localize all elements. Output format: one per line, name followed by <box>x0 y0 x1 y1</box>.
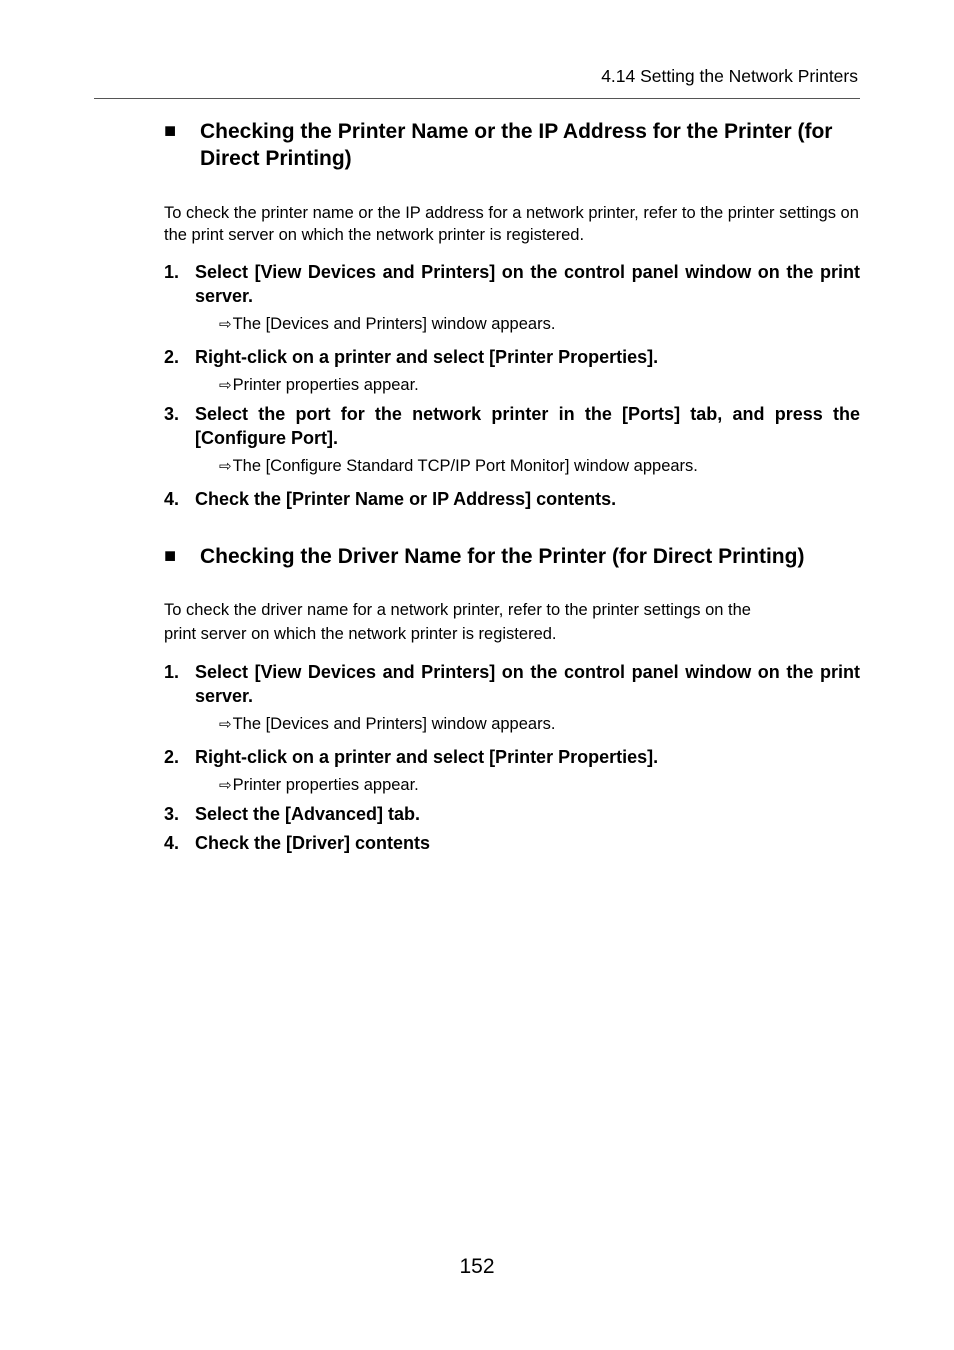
step-item <box>164 745 860 797</box>
step-item <box>164 660 860 736</box>
step-list <box>164 260 860 511</box>
step-item <box>164 260 860 336</box>
result-arrow-icon: ⇨ <box>219 377 232 394</box>
step-item <box>164 831 860 855</box>
result-arrow-icon: ⇨ <box>219 777 232 794</box>
result-arrow-icon: ⇨ <box>219 716 232 733</box>
step-number: 3. <box>164 404 180 424</box>
step-result-text: Printer properties appear. <box>232 376 419 394</box>
step-text: Right-click on a printer and select [Printer Properties]. <box>195 747 659 767</box>
section-heading-text: Checking the Printer Name or the IP Address for the Printer (for Direct Printing) <box>200 120 833 170</box>
square-bullet-icon: ■ <box>164 545 177 567</box>
step-result-text: The [Devices and Printers] window appears. <box>232 315 556 333</box>
step-number: 3. <box>164 804 180 824</box>
section-heading <box>164 118 860 172</box>
section-driver-name <box>164 543 860 855</box>
step-item <box>164 802 860 826</box>
step-number: 4. <box>164 833 180 853</box>
step-text: Check the [Driver] contents <box>195 833 431 853</box>
page-number: 152 <box>459 1255 495 1278</box>
step-text: Select [View Devices and Printers] on the control panel window on the print server. <box>195 662 860 706</box>
step-result-text: The [Devices and Printers] window appears. <box>232 715 556 733</box>
step-result-text: Printer properties appear. <box>232 776 419 794</box>
step-text: Select the port for the network printer in the [Ports] tab, and press the [Configure Port]. <box>195 404 860 448</box>
section-printer-name-ip <box>164 118 860 511</box>
step-result <box>219 713 860 736</box>
result-arrow-icon: ⇨ <box>219 316 232 333</box>
step-text: Select the [Advanced] tab. <box>195 804 421 824</box>
step-item <box>164 345 860 397</box>
section-intro-line: To check the driver name for a network printer, refer to the printer settings on the <box>164 601 751 619</box>
step-result <box>219 455 860 478</box>
section-heading <box>164 543 860 570</box>
section-heading-text: Checking the Driver Name for the Printer (for Direct Printing) <box>200 545 805 568</box>
step-item <box>164 402 860 478</box>
step-text: Right-click on a printer and select [Printer Properties]. <box>195 347 659 367</box>
step-number: 2. <box>164 347 180 367</box>
step-result <box>219 774 860 797</box>
step-number: 1. <box>164 262 180 282</box>
step-list <box>164 660 860 855</box>
step-item <box>164 487 860 511</box>
step-text: Select [View Devices and Printers] on the control panel window on the print server. <box>195 262 860 306</box>
step-result <box>219 313 860 336</box>
result-arrow-icon: ⇨ <box>219 458 232 475</box>
step-number: 2. <box>164 747 180 767</box>
square-bullet-icon: ■ <box>164 120 177 142</box>
step-result-text: The [Configure Standard TCP/IP Port Monitor] window appears. <box>232 457 698 475</box>
step-text: Check the [Printer Name or IP Address] contents. <box>195 489 617 509</box>
section-intro <box>164 598 860 646</box>
section-intro-line: print server on which the network printer is registered. <box>164 625 557 643</box>
step-result <box>219 374 860 397</box>
step-number: 4. <box>164 489 180 509</box>
page-header-title: 4.14 Setting the Network Printers <box>601 66 858 86</box>
header-divider <box>94 98 860 99</box>
section-intro: To check the printer name or the IP address for a network printer, refer to the printer settings on the print server on which the network printer is registered. <box>164 204 859 244</box>
step-number: 1. <box>164 662 180 682</box>
